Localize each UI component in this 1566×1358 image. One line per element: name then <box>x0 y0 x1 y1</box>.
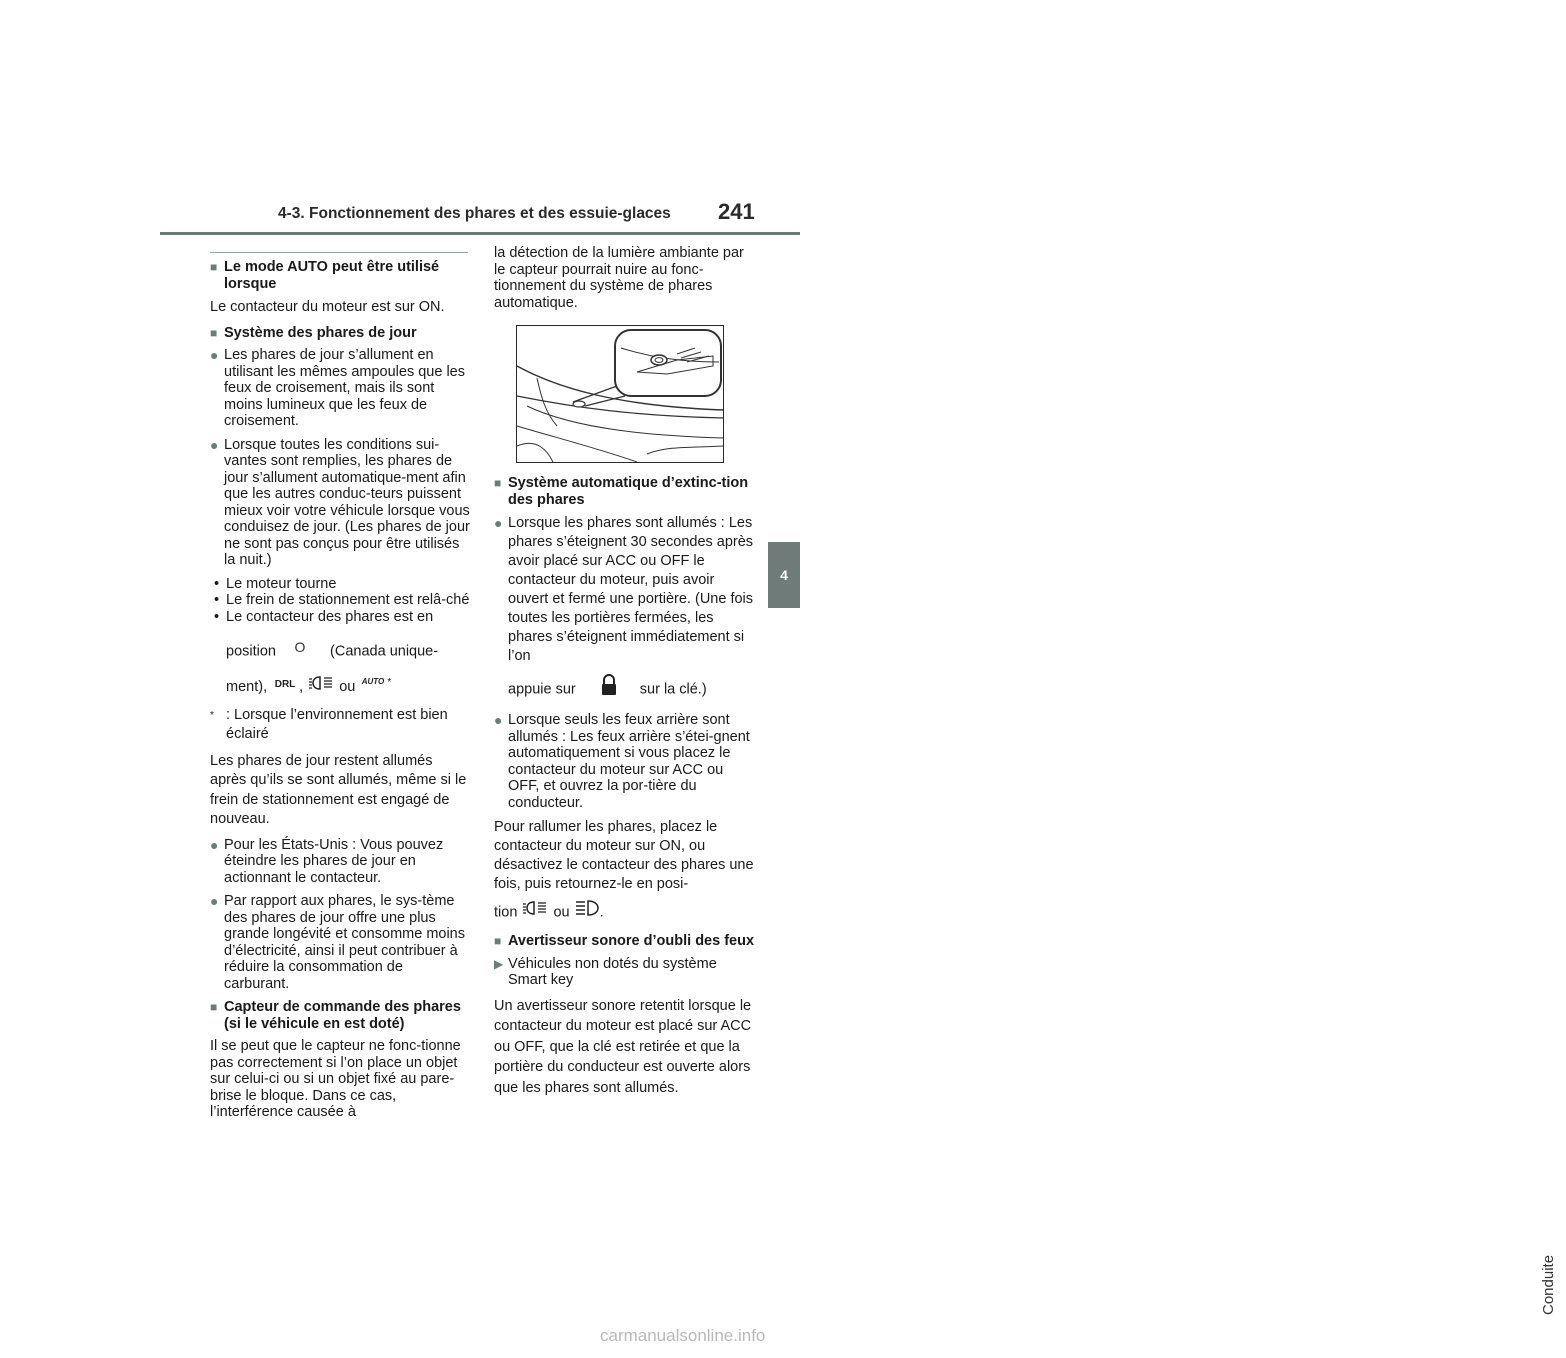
off-position-icon <box>288 635 312 668</box>
position-text: position <box>226 643 276 660</box>
left-column <box>210 252 472 1128</box>
bullet-drl-1 <box>210 347 472 430</box>
bullet-dot-icon: ● <box>494 515 503 531</box>
or-text: ou <box>553 904 570 921</box>
header-rule <box>160 232 800 235</box>
triangle-bullet-icon: ▶ <box>494 956 504 971</box>
condition-switch-positions-1 <box>226 635 472 668</box>
bullet-text: Pour les États-Unis : Vous pouvez éteindre les phares de jour en actionnant le contacteur. <box>224 836 444 886</box>
relight-positions <box>494 898 756 927</box>
auto-icon-text: AUTO <box>362 676 385 686</box>
paragraph-sensor-cont: la détection de la lumière ambiante par le capteur pourrait nuire au fonc-tionnement du système de phares automatique. <box>494 245 744 311</box>
paragraph-relight: Pour rallumer les phares, placez le contacteur du moteur sur ON, ou désactivez le contacteur des phares une fois, puis retournez-le en posi- <box>494 819 754 892</box>
paragraph-buzzer: Un avertisseur sonore retentit lorsque le contacteur du moteur est placé sur ACC ou OFF, que la clé est retirée et que la portière du conducteur est ouverte alors que les phares sont allumés. <box>494 997 752 1096</box>
lock-line-text: appuie sur <box>508 681 576 698</box>
bullet-text: Les phares de jour s’allument en utilisant les mêmes ampoules que les feux de croisement, mais ils sont moins lumineux que les feux de croisement. <box>224 347 465 429</box>
paragraph-sensor: Il se peut que le capteur ne fonc-tionne pas correctement si l’on place un objet sur celui-ci ou si un objet fixé au pare-brise le bloque. Dans ce cas, l’interférence causée à <box>210 1038 461 1120</box>
position-text: (Canada unique- <box>330 643 439 660</box>
bullet-dot-icon: ● <box>210 836 219 853</box>
dashboard-sensor-image <box>517 326 723 462</box>
headlight-icon <box>307 673 335 702</box>
bullet-text: Par rapport aux phares, le sys-tème des phares de jour offre une plus grande longévité et consomme moins d’électricité, ainsi il peut contribuer à réduire la consommation de carburant. <box>224 893 465 992</box>
or-text: ou <box>339 678 356 695</box>
bullet-auto-off-2 <box>494 712 756 811</box>
bullet-text: Lorsque toutes les conditions sui-vantes sont remplies, les phares de jour s’allument automatique-ment afin que les autres conduc-teurs puissent mieux voir votre véhicule lorsque vous conduisez de jour. (Les phares de jour ne sont pas conçus pour être utilisés la nuit.) <box>224 436 470 568</box>
bullet-dot-icon: ● <box>210 436 219 453</box>
watermark: carmanualsonline.info <box>600 1326 766 1345</box>
auto-icon <box>359 673 387 702</box>
chapter-label: Conduite <box>1540 1254 1557 1315</box>
condition-brake: • Le frein de stationnement est relâ-ché <box>214 592 470 608</box>
bullet-dot-icon: ● <box>210 347 219 363</box>
bullet-text: Lorsque les phares sont allumés : Les phares s’éteignent 30 secondes après avoir placé sur ACC ou OFF le contacteur du moteur, puis avoir ouvert et fermé une portière. (Une fois toutes les portières fermées, les phares s’éteignent immédiatement si l’on <box>508 515 754 664</box>
page-number: 241 <box>718 199 755 224</box>
heading-auto-off: ■ Système automatique d’extinc-tion des phares <box>494 475 756 508</box>
footnote-star: * <box>210 709 214 721</box>
headlight-icon <box>521 898 549 927</box>
lock-line-text: sur la clé.) <box>639 681 707 698</box>
footnote-text: : Lorsque l’environnement est bien éclairé <box>226 706 448 742</box>
condition-no-smart-key <box>494 956 756 989</box>
heading-auto-mode: ■ Le mode AUTO peut être utilisé lorsque <box>210 259 472 292</box>
bullet-drl-4 <box>210 893 472 992</box>
relight-text: tion <box>494 904 518 921</box>
condition-switch-positions-2 <box>226 670 472 702</box>
bullet-text: Lorsque seuls les feux arrière sont allumés : Les feux arrière s’étei-gnent automatiquement si vous placez le contacteur du moteur sur ACC ou OFF, et ouvrez la por-tière du conducteur. <box>508 712 750 811</box>
lock-button-line <box>508 674 756 705</box>
footnote-marker: * <box>387 677 392 688</box>
comma-text: , <box>299 678 304 695</box>
condition-text: Le frein de stationnement est relâ-ché <box>226 592 470 608</box>
bullet-drl-3 <box>210 837 472 887</box>
paragraph-drl: Les phares de jour restent allumés après qu’ils se sont allumés, même si le frein de stationnement est engagé de nouveau. <box>210 752 467 827</box>
condition-switch: • Le contacteur des phares est en <box>214 608 434 625</box>
heading-sensor: ■ Capteur de commande des phares (si le véhicule en est doté) <box>210 999 472 1032</box>
chapter-tab[interactable]: 4 <box>768 542 800 608</box>
heading-buzzer: ■ Avertisseur sonore d’oubli des feux <box>494 933 756 950</box>
svg-text:O: O <box>294 639 306 655</box>
sensor-illustration <box>516 325 724 463</box>
drl-icon-text: DRL <box>274 678 296 690</box>
drl-icon <box>271 673 299 702</box>
right-column <box>494 245 756 1105</box>
lock-icon <box>600 674 618 705</box>
section-title: 4-3. Fonctionnement des phares et des essuie-glaces <box>278 205 671 222</box>
condition-text: Véhicules non dotés du système Smart key <box>508 955 717 988</box>
bullet-dot-icon: ● <box>210 893 219 909</box>
column-rule <box>210 252 468 253</box>
condition-text: Le moteur tourne <box>226 575 337 592</box>
footnote <box>210 706 472 744</box>
bullet-dot-icon: ● <box>494 712 503 728</box>
bullet-auto-off-1 <box>494 514 756 705</box>
heading-drl: ■ Système des phares de jour <box>210 325 472 342</box>
high-beam-icon <box>574 898 600 927</box>
paragraph-auto-mode: Le contacteur du moteur est sur ON. <box>210 299 445 315</box>
bullet-drl-2 <box>210 437 472 569</box>
condition-engine: • Le moteur tourne <box>214 575 337 592</box>
condition-text: Le contacteur des phares est en <box>226 608 434 625</box>
position-text: ment), <box>226 678 268 695</box>
period-text: . <box>599 904 604 921</box>
chapter-label-wrap <box>768 615 1557 1315</box>
